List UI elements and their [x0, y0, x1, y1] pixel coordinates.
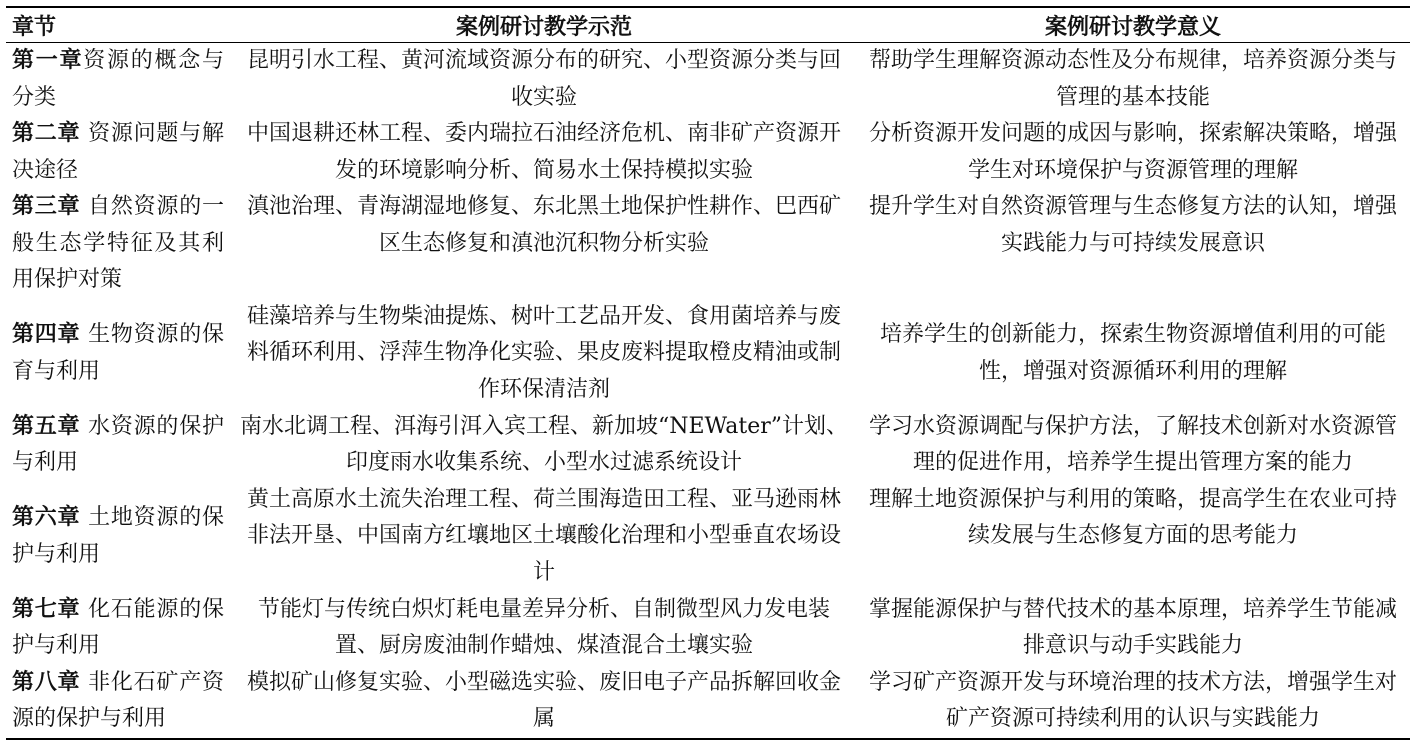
demo-cell: 黄土高原水土流失治理工程、荷兰围海造田工程、亚马逊雨林非法开垦、中国南方红壤地区土壤酸化治理和小型垂直农场设计 — [246, 486, 841, 585]
chapter-title: 化石能源的保护与利用 — [12, 596, 224, 658]
chapter-cell — [6, 43, 232, 117]
header-demo: 案例研讨教学示范 — [232, 7, 856, 43]
chapter-number: 第八章 — [12, 669, 81, 695]
demo-cell: 模拟矿山修复实验、小型磁选实验、废旧电子产品拆解回收金属 — [246, 669, 841, 731]
demo-cell: 节能灯与传统白炽灯耗电量差异分析、自制微型风力发电装置、厨房废油制作蜡烛、煤渣混合土壤实验 — [257, 596, 830, 658]
demo-cell: 昆明引水工程、黄河流域资源分布的研究、小型资源分类与回收实验 — [246, 48, 841, 110]
chapter-title: 自然资源的一般生态学特征及其利用保护对策 — [12, 194, 224, 292]
meaning-cell: 帮助学生理解资源动态性及分布规律，培养资源分类与管理的基本技能 — [868, 48, 1397, 110]
table-row — [6, 189, 1410, 299]
chapter-number: 第六章 — [12, 505, 81, 530]
demo-cell: 中国退耕还林工程、委内瑞拉石油经济危机、南非矿产资源开发的环境影响分析、简易水土保持模拟实验 — [246, 121, 841, 183]
case-study-table — [6, 6, 1410, 740]
chapter-title: 资源问题与解决途径 — [12, 121, 224, 183]
chapter-title: 非化石矿产资源的保护与利用 — [12, 669, 224, 731]
chapter-number: 第一章 — [12, 48, 84, 73]
meaning-cell: 掌握能源保护与替代技术的基本原理，培养学生节能减排意识与动手实践能力 — [868, 596, 1397, 658]
demo-cell: 南水北调工程、洱海引洱入宾工程、新加坡“NEWater”计划、印度雨水收集系统、小型水过滤系统设计 — [240, 413, 848, 475]
chapter-title: 土地资源的保护与利用 — [12, 505, 224, 567]
chapter-number: 第七章 — [12, 596, 81, 622]
table-row — [6, 409, 1410, 482]
chapter-cell — [6, 665, 232, 739]
table-header — [6, 7, 1410, 43]
meaning-cell: 提升学生对自然资源管理与生态修复方法的认知，增强实践能力与可持续发展意识 — [868, 194, 1397, 256]
table-body — [6, 43, 1410, 739]
table-row — [6, 299, 1410, 409]
demo-cell: 硅藻培养与生物柴油提炼、树叶工艺品开发、食用菌培养与废料循环利用、浮萍生物净化实验、果皮废料提取橙皮精油或制作环保清洁剂 — [246, 303, 841, 402]
chapter-number: 第五章 — [12, 413, 81, 439]
chapter-cell — [6, 189, 232, 299]
chapter-cell — [6, 299, 232, 409]
chapter-cell — [6, 482, 232, 592]
table-row — [6, 482, 1410, 592]
chapter-title: 生物资源的保育与利用 — [12, 322, 224, 384]
header-chapter: 章节 — [6, 7, 232, 43]
chapter-number: 第三章 — [12, 194, 81, 219]
meaning-cell: 理解土地资源保护与利用的策略，提高学生在农业可持续发展与生态修复方面的思考能力 — [868, 486, 1397, 548]
chapter-number: 第二章 — [12, 121, 81, 146]
table-row — [6, 665, 1410, 739]
chapter-cell — [6, 409, 232, 482]
table-row — [6, 43, 1410, 117]
meaning-cell: 学习矿产资源开发与环境治理的技术方法，增强学生对矿产资源可持续利用的认识与实践能力 — [868, 669, 1397, 731]
meaning-cell: 学习水资源调配与保护方法，了解技术创新对水资源管理的促进作用，培养学生提出管理方案的能力 — [868, 413, 1397, 475]
header-row — [6, 7, 1410, 43]
chapter-title: 水资源的保护与利用 — [12, 413, 224, 475]
meaning-cell: 分析资源开发问题的成因与影响，探索解决策略，增强学生对环境保护与资源管理的理解 — [868, 121, 1397, 183]
demo-cell: 滇池治理、青海湖湿地修复、东北黑土地保护性耕作、巴西矿区生态修复和滇池沉积物分析实验 — [246, 194, 841, 256]
chapter-cell — [6, 592, 232, 665]
chapter-number: 第四章 — [12, 322, 81, 347]
chapter-cell — [6, 116, 232, 189]
table-row — [6, 592, 1410, 665]
chapter-title: 资源的概念与分类 — [12, 48, 224, 110]
table-row — [6, 116, 1410, 189]
header-meaning: 案例研讨教学意义 — [856, 7, 1410, 43]
meaning-cell: 培养学生的创新能力，探索生物资源增值利用的可能性，增强对资源循环利用的理解 — [879, 322, 1386, 384]
